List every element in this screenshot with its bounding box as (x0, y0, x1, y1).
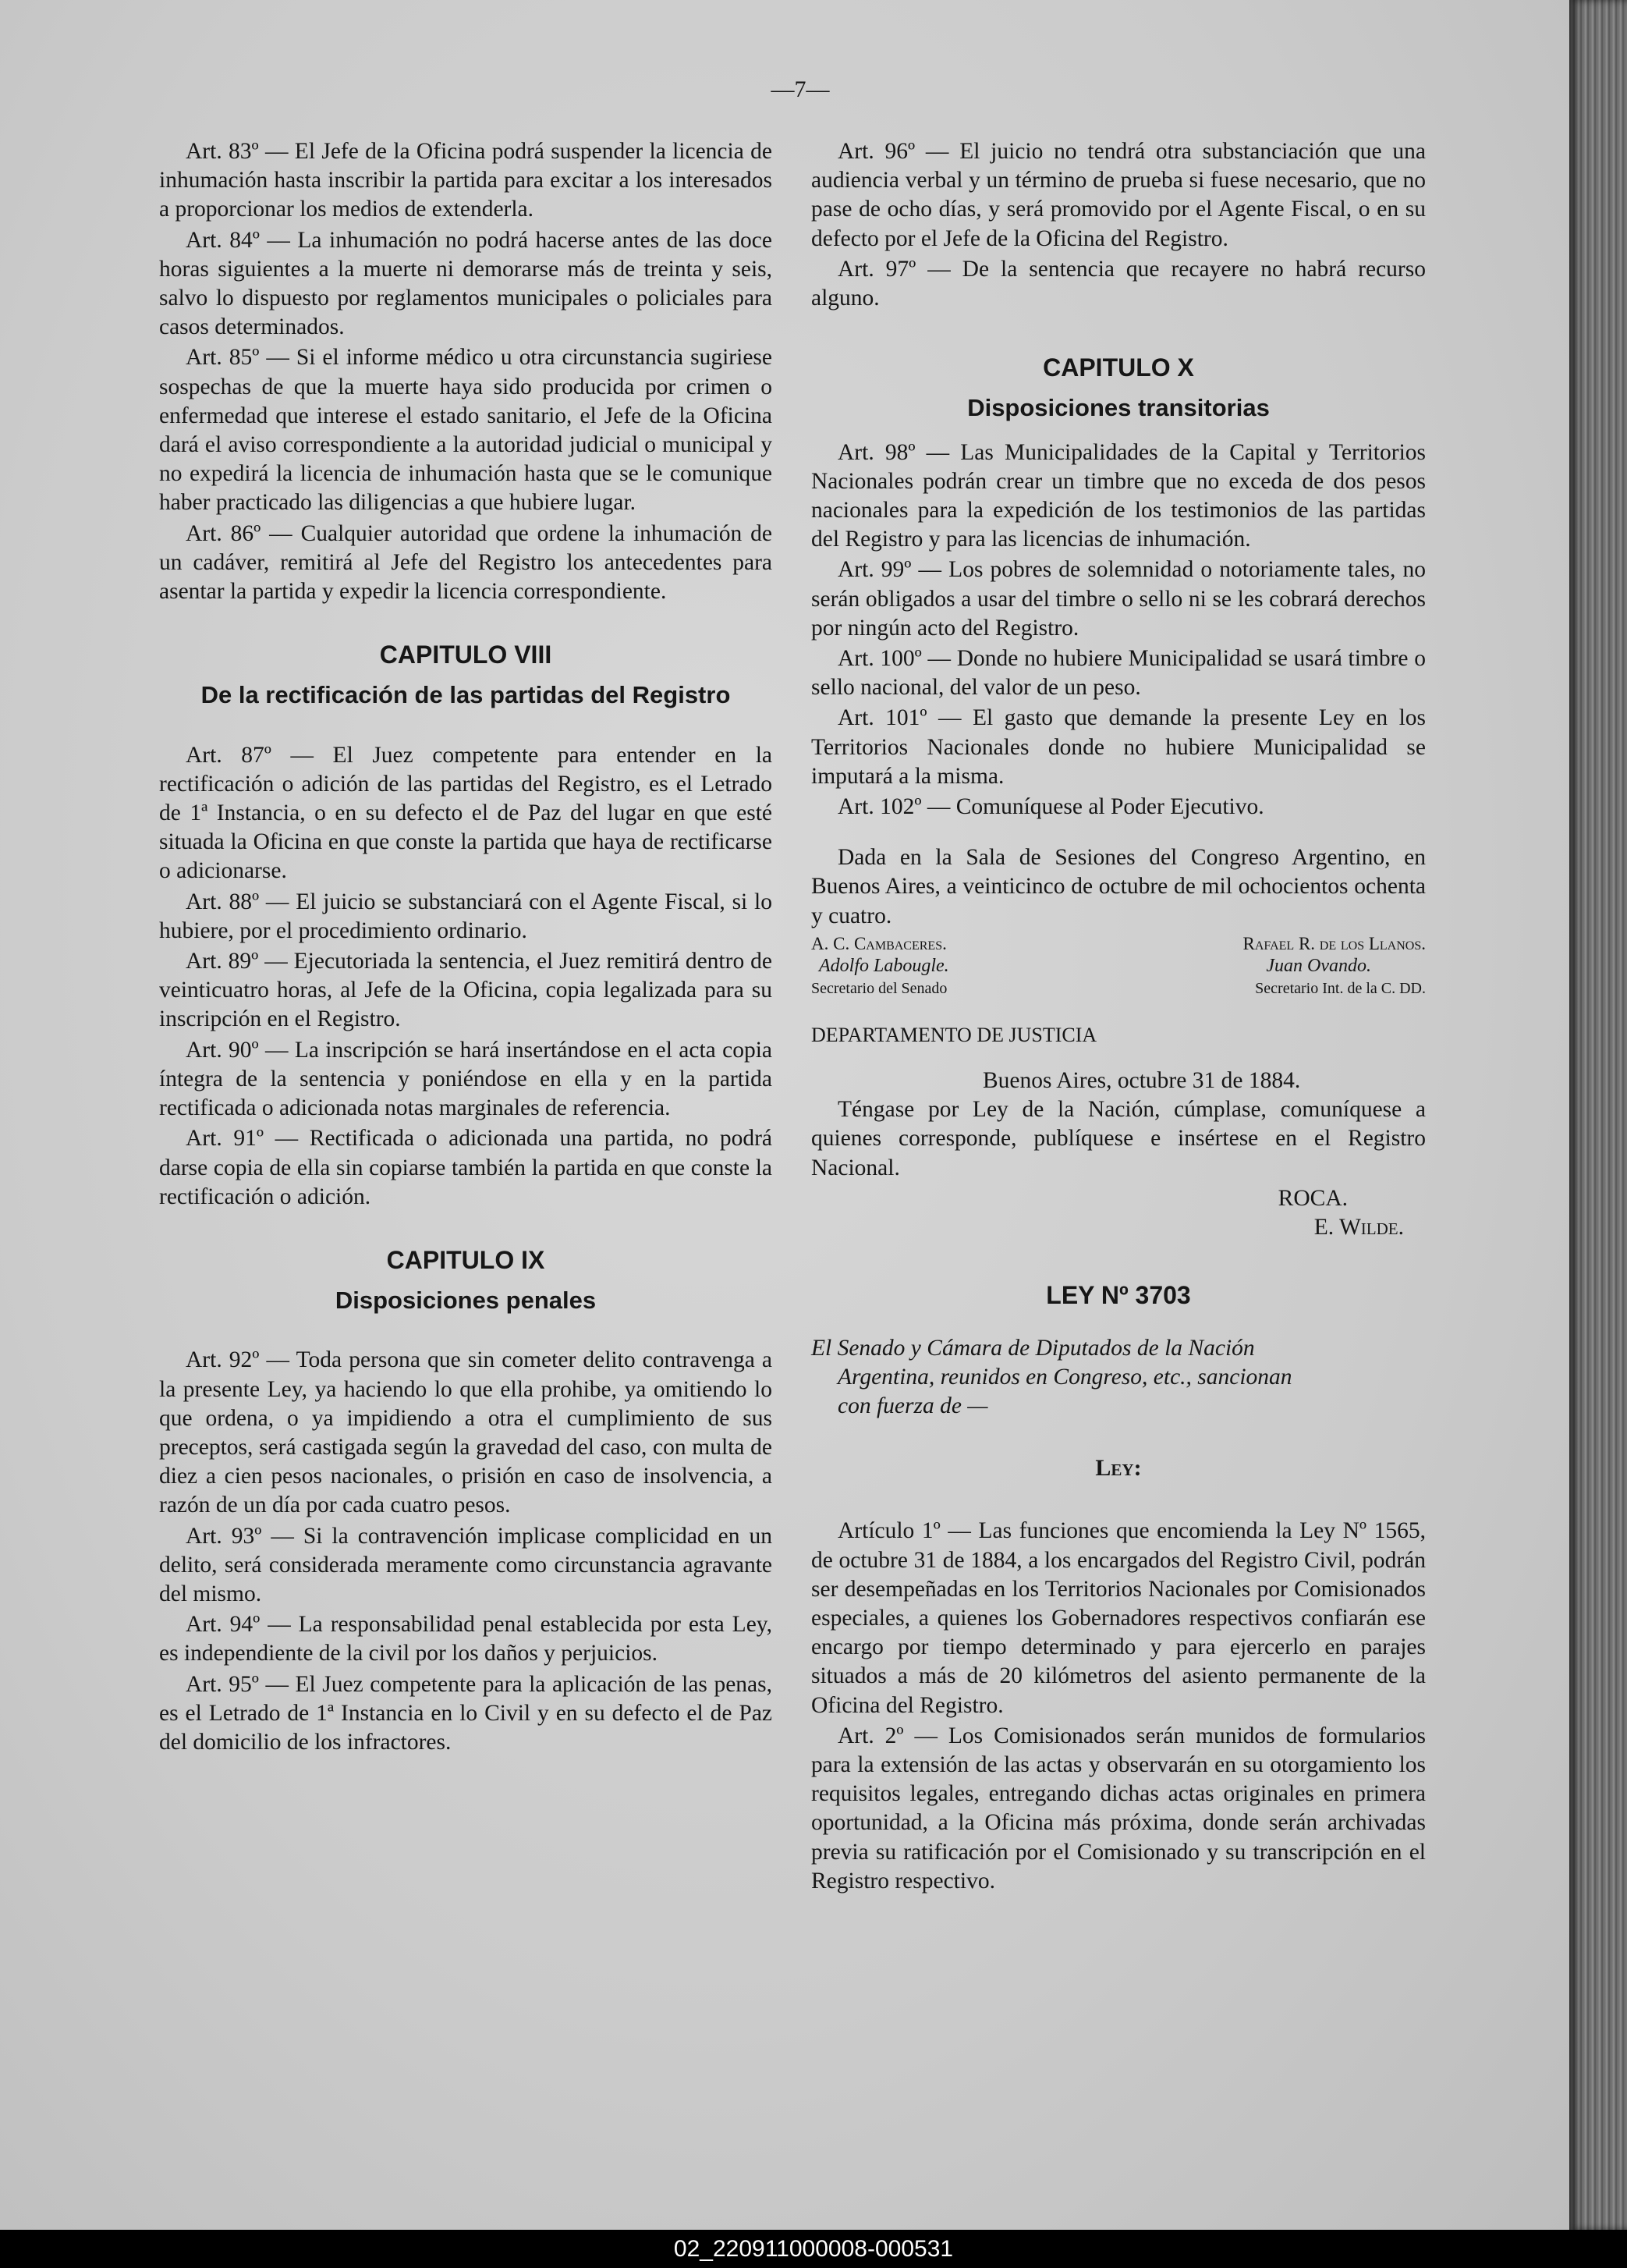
article-90: Art. 90º — La inscripción se hará insertándose en el acta copia íntegra de la sentencia y poniéndose en ella y en la partida rectificada o adicionada notas marginales de referencia. (159, 1037, 772, 1121)
article-87: Art. 87º — El Juez competente para entender en la rectificación o adición de las partidas del Registro, es el Letrado de 1ª Instancia, o en su defecto el de Paz del lugar en que esté situada la Oficina en que conste la partida que haya de rectificarse o adicionarse. (159, 742, 772, 884)
page-number: —7— (771, 76, 830, 102)
role-senate-secretary: Secretario del Senado (811, 979, 948, 997)
signer-roca: ROCA. (1278, 1185, 1348, 1211)
article-95: Art. 95º — El Juez competente para la aplicación de las penas, es el Letrado de 1ª Instancia en lo Civil y en su defecto el de Paz del domicilio de los infractores. (159, 1671, 772, 1755)
preamble-line-3: con fuerza de — (838, 1393, 988, 1418)
article-84: Art. 84º — La inhumación no podrá hacerse antes de las doce horas siguientes a la muerte ni demorarse más de treinta y seis, salvo lo dispuesto por reglamentos municipales o policiales para casos determinados. (159, 227, 772, 340)
preamble-line-1: El Senado y Cámara de Diputados de la Nación (811, 1335, 1255, 1361)
chapter-9-title: CAPITULO IX (386, 1245, 545, 1274)
law-article-1: Artículo 1º — Las funciones que encomienda la Ley Nº 1565, de octubre 31 de 1884, a los encargados del Registro Civil, podrán ser desempeñadas en los Territorios Nacionales por Comisionados especiales, a quienes los Gobernadores respectivos confiarán ese encargo por tiempo determinado y para ejercerlo en parajes situados a más de 20 kilómetros del asiento permanente de la Oficina del Registro. (811, 1518, 1426, 1718)
decree-date: Buenos Aires, octubre 31 de 1884. (983, 1068, 1301, 1094)
signatures-block (811, 932, 1426, 1000)
chapter-10-title: CAPITULO X (1043, 353, 1194, 382)
article-86: Art. 86º — Cualquier autoridad que ordene la inhumación de un cadáver, remitirá al Jefe del Registro los antecedentes para asentar la partida y expedir la licencia correspondiente. (159, 520, 772, 605)
signature-ovando: Juan Ovando. (1266, 955, 1371, 976)
department-heading: DEPARTAMENTO DE JUSTICIA (811, 1023, 1097, 1046)
decree-text: Téngase por Ley de la Nación, cúmplase, comuníquese a quienes corresponde, publíquese e insértese en el Registro Nacional. (811, 1097, 1426, 1180)
article-92: Art. 92º — Toda persona que sin cometer delito contravenga a la presente Ley, ya haciendo lo que ella prohibe, ya omitiendo lo que ordena, o ya impidiendo a otra el cumplimiento de sus preceptos, será castigada según la gravedad del caso, con multa de diez a cien pesos nacionales, o prisión en caso de insolvencia, a razón de un día por cada cuatro pesos. (159, 1347, 772, 1518)
chapter-8-title: CAPITULO VIII (379, 641, 552, 669)
article-88: Art. 88º — El juicio se substanciará con el Agente Fiscal, si lo hubiere, por el procedimiento ordinario. (159, 889, 772, 943)
law-title: LEY Nº 3703 (1046, 1281, 1191, 1310)
article-96: Art. 96º — El juicio no tendrá otra substanciación que una audiencia verbal y un término de prueba si fuese necesario, que no pase de ocho días, y será promovido por el Agente Fiscal, o en su defecto por el Jefe de la Oficina del Registro. (811, 139, 1426, 251)
signature-labougle: Adolfo Labougle. (819, 955, 949, 976)
law-preamble (811, 1334, 1426, 1421)
article-94: Art. 94º — La responsabilidad penal establecida por esta Ley, es independiente de la civil por los daños y perjuicios. (159, 1612, 772, 1666)
article-100: Art. 100º — Donde no hubiere Municipalidad se usará timbre o sello nacional, del valor de un peso. (811, 646, 1426, 701)
ley-heading: Ley: (1095, 1455, 1142, 1482)
dada-clause: Dada en la Sala de Sesiones del Congreso Argentino, en Buenos Aires, a veinticinco de octubre de mil ochocientos ochenta y cuatro. (811, 845, 1426, 928)
article-89: Art. 89º — Ejecutoriada la sentencia, el Juez remitirá dentro de veinticuatro horas, al Jefe de la Oficina, copia legalizada para su inscripción en el Registro. (159, 949, 772, 1032)
law-article-2: Art. 2º — Los Comisionados serán munidos de formularios para la extensión de las actas y observarán en su otorgamiento los requisitos legales, entregando dichas actas originales en primera oportunidad, a la Oficina más próxima, donde serán archivadas previa su ratificación por el Comisionado y su transcripción en el Registro respectivo. (811, 1723, 1426, 1894)
preamble-line-2: Argentina, reunidos en Congreso, etc., sancionan (838, 1364, 1292, 1390)
role-deputies-secretary: Secretario Int. de la C. DD. (1255, 979, 1426, 997)
scan-id-footer: 02_220911000008-000531 (0, 2230, 1627, 2268)
right-column (811, 137, 1426, 1897)
book-binding-edge (1569, 0, 1627, 2230)
chapter-9-subtitle: Disposiciones penales (335, 1287, 597, 1315)
article-102: Art. 102º — Comuníquese al Poder Ejecutivo. (838, 794, 1264, 820)
left-column (159, 137, 772, 1759)
article-83: Art. 83º — El Jefe de la Oficina podrá suspender la licencia de inhumación hasta inscribir la partida para excitar a los interesados a proporcionar los medios de extenderla. (159, 139, 772, 222)
signer-wilde: E. Wilde. (1313, 1215, 1404, 1240)
article-85: Art. 85º — Si el informe médico u otra circunstancia sugiriese sospechas de que la muerte haya sido producida por crimen o enfermedad que interese el estado sanitario, el Jefe de la Oficina dará el aviso correspondiente a la autoridad judicial o municipal y no expedirá la licencia de inhumación hasta que se le comunique haber practicado las diligencias a que hubiere lugar. (159, 345, 772, 516)
signature-llanos: Rafael R. de los Llanos. (1242, 933, 1426, 953)
article-99: Art. 99º — Los pobres de solemnidad o notoriamente tales, no serán obligados a usar del timbre o sello ni se les cobrará derechos por ningún acto del Registro. (811, 557, 1426, 641)
article-101: Art. 101º — El gasto que demande la presente Ley en los Territorios Nacionales donde no hubiere Municipalidad se imputará a la misma. (811, 705, 1426, 789)
chapter-8-subtitle: De la rectificación de las partidas del Registro (200, 681, 731, 709)
chapter-10-subtitle: Disposiciones transitorias (967, 394, 1270, 422)
article-91: Art. 91º — Rectificada o adicionada una partida, no podrá darse copia de ella sin copiarse también la partida en que conste la rectificación o adición. (159, 1126, 772, 1209)
article-97: Art. 97º — De la sentencia que recayere no habrá recurso alguno. (811, 256, 1426, 311)
article-93: Art. 93º — Si la contravención implicase complicidad en un delito, será considerada meramente como circunstancia agravante del mismo. (159, 1523, 772, 1606)
article-98: Art. 98º — Las Municipalidades de la Capital y Territorios Nacionales podrán crear un timbre que no exceda de dos pesos nacionales para la expedición de los testimonios de las partidas del Registro y para las licencias de inhumación. (811, 439, 1426, 552)
signature-cambaceres: A. C. Cambaceres. (811, 933, 947, 953)
